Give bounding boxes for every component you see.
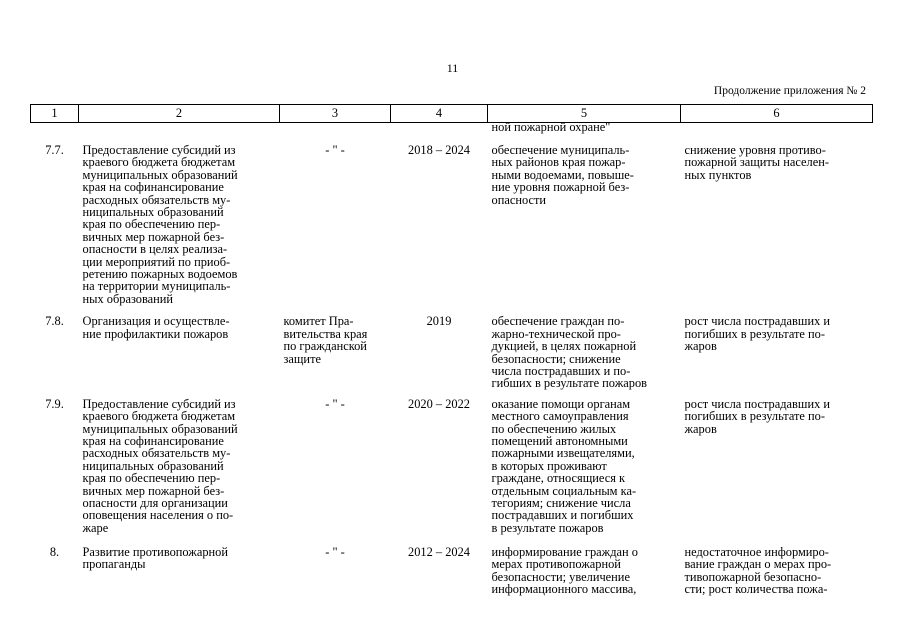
expected-result: информирование граждан о мерах противопожарной безопасности; увеличение информационного массива,	[491, 544, 638, 596]
consequence: рост числа пострадавших и погибших в результате по- жаров	[684, 314, 830, 354]
row-number: 7.8.	[45, 314, 64, 329]
measure-description: Предоставление субсидий из краевого бюджета бюджетам муниципальных образований края на софинансирование расходных обязательств му- ниципальных образований края по обеспечению пер- вичных мер пожарной без- опасности для организации оповещения населения о по- жаре	[82, 396, 238, 535]
column-header: 5	[488, 105, 681, 123]
column-header: 3	[280, 105, 391, 123]
consequence: рост числа пострадавших и погибших в результате по- жаров	[684, 396, 830, 436]
expected-result: обеспечение муниципаль- ных районов края пожар- ными водоемами, повыше- ние уровня пожарной без- опасности	[491, 143, 634, 207]
measure-description: Предоставление субсидий из краевого бюджета бюджетам муниципальных образований края на софинансирование расходных обязательств му- ниципальных образований края по обеспечению пер- вичных мер пожарной без- опасности в целях реализа- ции мероприятий по приоб- ретению пожарных водоемов на территории муниципаль- ных образований	[82, 143, 238, 306]
period: 2012 – 2024	[408, 544, 470, 559]
column-header: 1	[31, 105, 79, 123]
header-row	[31, 105, 873, 123]
measure-description: Организация и осуществле- ние профилактики пожаров	[82, 314, 230, 341]
table-row	[31, 305, 873, 389]
column-header: 4	[391, 105, 488, 123]
executor: - " -	[325, 396, 345, 411]
row-number: 8.	[49, 544, 60, 559]
column-header: 6	[681, 105, 873, 123]
period: 2019	[426, 314, 452, 329]
row-number: 7.7.	[45, 143, 64, 157]
executor: комитет Пра- вительства края по гражданской защите	[283, 314, 368, 366]
carryover-text: ной пожарной охране"	[491, 120, 611, 134]
expected-result: обеспечение граждан по- жарно-технической про- дукцией, в целях пожарной безопасности; снижение числа пострадавших и по- гибших в результате пожаров	[491, 314, 647, 391]
table-row	[31, 536, 873, 596]
period: 2018 – 2024	[408, 143, 470, 157]
consequence: недостаточное информиро- вание граждан о мерах про- тивопожарной безопасно- сти; рост количества пожа-	[684, 544, 832, 596]
table-row	[31, 136, 873, 305]
executor: - " -	[325, 544, 345, 559]
expected-result: оказание помощи органам местного самоуправления по обеспечению жилых помещений автономными пожарными извещателями, в которых проживают граждане, относящиеся к отдельным социальным ка- тегориям; снижение числа пострадавших и погибших в результате пожаров	[491, 396, 637, 535]
row-number: 7.9.	[45, 396, 64, 411]
measure-description: Развитие противопожарной пропаганды	[82, 544, 229, 572]
table-row	[31, 390, 873, 536]
consequence: снижение уровня противо- пожарной защиты населен- ных пунктов	[684, 143, 829, 182]
period: 2020 – 2022	[408, 396, 470, 411]
continuation-label: Продолжение приложения № 2	[713, 85, 866, 97]
executor: - " -	[325, 143, 345, 157]
page-number: 11	[446, 61, 459, 75]
program-measures-table	[30, 104, 873, 595]
carryover-row	[31, 123, 873, 137]
column-header: 2	[79, 105, 280, 123]
